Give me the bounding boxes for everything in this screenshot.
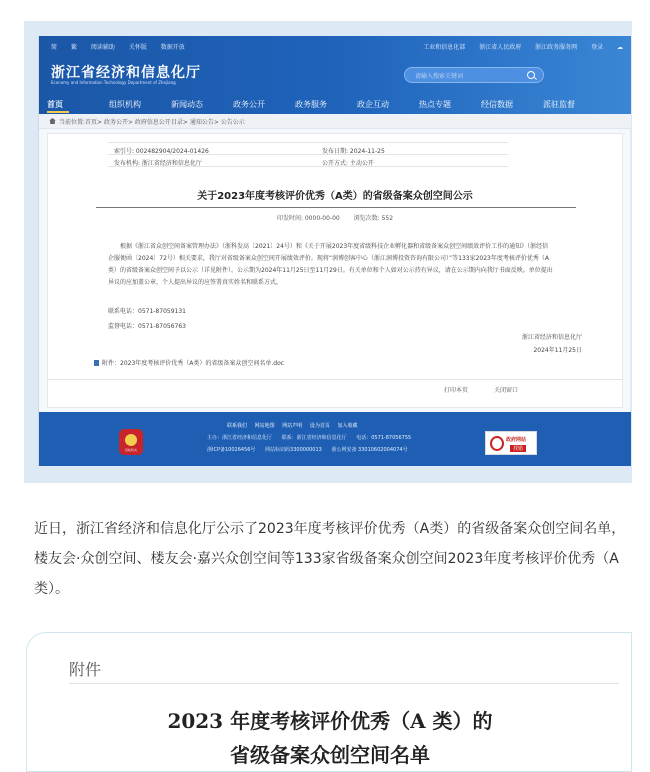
article-info bbox=[48, 213, 622, 222]
nav-organization[interactable]: 组织机构 bbox=[109, 100, 141, 109]
body-paragraph: 根据《浙江省众创空间备案管理办法》（浙科发高〔2021〕24号）和《关于开展2023年度省级科技企业孵化器和省级备案众创空间绩效评价工作的通知》（浙经信企服便函〔2024〕72号）相关要求，我厅对省级备案众创空间开展绩效评价。现将“润博创客中心（浙江润博投资咨询有限公司）”等133家2023年度考核评价优秀（A类）的省级备案众创空间予以公示（详见附件）。公示期为2024年11月25日至11月29日。有关单位和个人如对公示持有异议，请在公示期内向我厅书面反映。单位提出异议的应加盖公章，个人提出异议的应签署真实姓名和联系方式。 bbox=[108, 243, 553, 286]
close-window-button[interactable]: 关闭窗口 bbox=[494, 387, 519, 394]
reading-assist-link[interactable]: 阅读辅助 bbox=[90, 44, 115, 51]
website-screenshot bbox=[38, 36, 630, 466]
gov-site-error-badge[interactable] bbox=[485, 431, 537, 455]
gov-service-link[interactable]: 浙江政务服务网 bbox=[535, 44, 578, 51]
emblem-label: 党政机关 bbox=[124, 448, 137, 452]
nav-news[interactable]: 新闻动态 bbox=[171, 100, 203, 109]
site-header bbox=[39, 36, 631, 114]
article-title: 关于2023年度考核评价优秀（A类）的省级备案众创空间公示 bbox=[197, 191, 473, 202]
nav-government-affairs[interactable]: 政务公开 bbox=[233, 100, 265, 109]
nav-data[interactable]: 经信数据 bbox=[481, 100, 513, 109]
attachment-link[interactable] bbox=[94, 358, 284, 367]
index-number: 索引号: 002482904/2024-01426 bbox=[114, 148, 209, 155]
nav-supervision[interactable]: 派驻监督 bbox=[543, 100, 575, 109]
open-method: 公开方式: 主动公开 bbox=[322, 160, 374, 167]
footer-sponsor: 主办：浙江省经济和信息化厅 bbox=[207, 435, 273, 441]
nav-active-indicator bbox=[47, 111, 69, 113]
attachment-title-line1: 2023 年度考核评价优秀（A 类）的 bbox=[167, 709, 493, 733]
article-card bbox=[47, 133, 623, 408]
open-data-link[interactable]: 数据开放 bbox=[160, 44, 185, 51]
nav-topics[interactable]: 热点专题 bbox=[419, 100, 451, 109]
footer-registration-line bbox=[207, 446, 416, 453]
sitemap-link[interactable]: 网站地图 bbox=[254, 423, 275, 429]
metadata-table bbox=[108, 142, 508, 167]
site-title[interactable]: 浙江省经济和信息化厅 bbox=[51, 65, 201, 81]
attachment-divider bbox=[69, 683, 619, 684]
wechat-icon[interactable]: ☁ bbox=[617, 44, 623, 51]
document-icon bbox=[94, 360, 99, 366]
site-statement-link[interactable]: 网站声明 bbox=[282, 423, 303, 429]
top-bar-right bbox=[423, 42, 623, 51]
publish-date: 发布日期: 2024-11-25 bbox=[322, 148, 385, 155]
metadata-row bbox=[108, 143, 508, 155]
contact-phone: 联系电话：0571-87059131 bbox=[108, 308, 186, 315]
attachment-title-line2: 省级备案众创空间名单 bbox=[230, 743, 430, 767]
breadcrumb bbox=[39, 114, 631, 129]
footer-phone: 电话：0571-87056755 bbox=[356, 435, 412, 441]
print-time: 印发时间: 0000-00-00 bbox=[276, 215, 340, 222]
home-icon bbox=[49, 118, 56, 124]
gov-badge-action: 找错 bbox=[510, 445, 526, 452]
print-button[interactable]: 打印本页 bbox=[444, 387, 469, 394]
attachment-link-text[interactable]: 附件：2023年度考核评价优秀（A类）的省级备案众创空间名单.doc bbox=[102, 360, 285, 367]
footer-info-line bbox=[207, 434, 419, 441]
issuing-organization: 发布机构: 浙江省经济和信息化厅 bbox=[114, 160, 202, 167]
search-input[interactable] bbox=[415, 71, 515, 81]
supervision-phone: 监督电话：0571-87056763 bbox=[108, 323, 186, 330]
signature-date: 2024年11月25日 bbox=[533, 347, 582, 354]
view-count: 浏览次数: 552 bbox=[353, 215, 394, 222]
attachment-preview bbox=[26, 632, 632, 772]
article-actions bbox=[48, 379, 622, 395]
party-gov-emblem-icon[interactable] bbox=[119, 429, 143, 455]
nav-home[interactable]: 首页 bbox=[47, 100, 63, 109]
article-body bbox=[108, 241, 554, 289]
article-paragraph: 近日，浙江省经济和信息化厅公示了2023年度考核评价优秀（A类）的省级备案众创空间名单，楼友会·众创空间、楼友会·嘉兴众创空间等133家省级备案众创空间2023年度考核评价优秀（A类）。 bbox=[34, 521, 626, 597]
site-footer bbox=[39, 412, 631, 466]
main-nav bbox=[39, 96, 631, 114]
site-identifier: 网站标识码3300000013 bbox=[265, 447, 322, 453]
footer-links bbox=[227, 422, 363, 429]
simplified-chinese-link[interactable]: 简 bbox=[51, 44, 58, 51]
traditional-chinese-link[interactable]: 繁 bbox=[70, 44, 77, 51]
signature-org: 浙江省经济和信息化厅 bbox=[521, 334, 582, 341]
top-bar-left bbox=[51, 42, 197, 51]
site-subtitle: Economy and Information Technology Department of Zhejiang bbox=[51, 80, 176, 85]
gov-badge-title: 政府网站 bbox=[506, 437, 527, 443]
login-link[interactable]: 登录 bbox=[591, 44, 604, 51]
footer-contact: 联系：浙江省经济和信息化厅 bbox=[281, 435, 347, 441]
contact-us-link[interactable]: 联系我们 bbox=[227, 423, 248, 429]
magnifier-icon bbox=[490, 436, 504, 451]
icp-number[interactable]: 浙ICP备10026456号 bbox=[207, 447, 256, 453]
breadcrumb-path[interactable]: 当前位置:首页> 政务公开> 政府信息公开目录> 通知公告> 公告公示 bbox=[59, 119, 245, 126]
police-registration[interactable]: 浙公网安备 33010602004074号 bbox=[331, 447, 408, 453]
care-mode-link[interactable]: 关怀版 bbox=[128, 44, 147, 51]
nav-government-services[interactable]: 政务服务 bbox=[295, 100, 327, 109]
nav-interaction[interactable]: 政企互动 bbox=[357, 100, 389, 109]
add-favorite-link[interactable]: 加入收藏 bbox=[337, 423, 358, 429]
provincial-government-link[interactable]: 浙江省人民政府 bbox=[479, 44, 522, 51]
set-homepage-link[interactable]: 设为首页 bbox=[309, 423, 330, 429]
title-divider bbox=[96, 207, 576, 208]
top-bar bbox=[39, 36, 631, 56]
search-icon[interactable] bbox=[527, 71, 535, 79]
miit-link[interactable]: 工业和信息化部 bbox=[423, 44, 466, 51]
search-box bbox=[404, 67, 544, 83]
metadata-row bbox=[108, 155, 508, 167]
attachment-label: 附件 bbox=[69, 660, 102, 679]
